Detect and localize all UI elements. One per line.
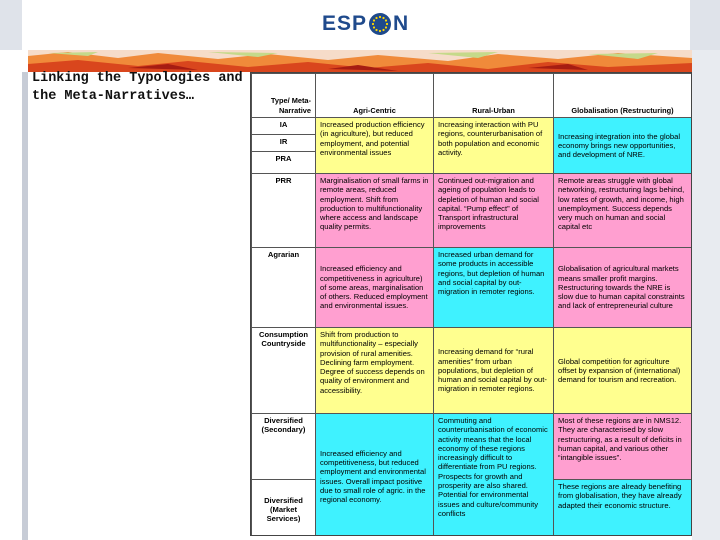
cell-agrarian-rural: Increased urban demand for some products in accessible regions, but depletion of human and social capital by out-migration in remoter regions. [434,248,554,328]
type-pra: PRA [252,152,316,174]
type-diversified-market: Diversified (Market Services) [252,480,316,537]
table-header-row [252,74,692,118]
cell-agrarian-agri: Increased efficiency and competitiveness in agriculture) of some areas, marginalisation of others. Reduced employment and environmental issues. [316,248,434,328]
header-right-edge [690,0,720,50]
type-ia: IA [252,118,316,135]
cell-prr-rural: Continued out-migration and ageing of population leads to depletion of human and social capital. “Pump effect” of Transport infrastructural improvements [434,174,554,248]
cell-prr-glob: Remote areas struggle with global networking, restructuring lags behind, low rates of growth, and income, high unemployment. Success depends very much on human and social capital etc [554,174,692,248]
eu-stars-icon [369,13,391,35]
table-row [252,248,692,328]
type-consumption: Consumption Countryside [252,328,316,414]
table-row [252,414,692,480]
typology-table [251,73,692,536]
cell-diversified-market-glob: These regions are already benefiting from globalisation, they have already adapted their economic structure. [554,480,692,537]
table-row [252,118,692,135]
europe-map-banner [28,50,692,72]
cell-ia-agri: Increased production efficiency (in agriculture), but reduced employment, and potential environmental issues [316,118,434,174]
slide-title: Linking the Typologies and the Meta-Narratives… [32,71,243,104]
cell-prr-agri: Marginalisation of small farms in remote areas, reduced employment. Shift from production to multifunctionality where access and landscape quality permits. [316,174,434,248]
logo-left-text: ESP [322,12,368,35]
cell-consumption-rural: Increasing demand for “rural amenities” from urban populations, but depletion of human and social capital by out-migration in remoter regions. [434,328,554,414]
typology-table-container [250,72,692,536]
right-margin [692,50,720,540]
header-type: Type/ Meta-Narrative [252,74,316,118]
table-row [252,174,692,248]
cell-diversified-rural: Commuting and counterurbanisation of economic activity means that the local economy of these regions increasingly difficult to differentiate from PU regions. Prospects for growth and prosperity are also shared. Potential for environmental issues and culture/community conflicts [434,414,554,537]
header-rural-urban: Rural-Urban [434,74,554,118]
type-ir: IR [252,135,316,152]
espon-logo [322,10,409,38]
cell-ia-rural: Increasing interaction with PU regions, counterurbanisation of both population and economic activity. [434,118,554,174]
header-globalisation: Globalisation (Restructuring) [554,74,692,118]
header-bar [0,0,720,50]
type-agrarian: Agrarian [252,248,316,328]
left-accent-bar [22,72,28,540]
cell-consumption-agri: Shift from production to multifunctionality – especially provision of rural amenities. Declining farm employment. Degree of success depends on quality of environment and accessibility. [316,328,434,414]
type-diversified-secondary: Diversified (Secondary) [252,414,316,480]
cell-diversified-agri: Increased efficiency and competitiveness, but reduced employment and environmental issues. Overall impact positive due to small role of agric. in the regional economy. [316,414,434,537]
header-left-edge [0,0,22,50]
cell-diversified-secondary-glob: Most of these regions are in NMS12. They are characterised by slow restructuring, as a result of deficits in human capital, and various other “intangible issues”. [554,414,692,480]
type-prr: PRR [252,174,316,248]
header-agri-centric: Agri-Centric [316,74,434,118]
cell-ia-glob: Increasing integration into the global economy brings new opportunities, and development of NRE. [554,118,692,174]
cell-agrarian-glob: Globalisation of agricultural markets means smaller profit margins. Restructuring towards the NRE is slow due to human capital constraints and lack of entrepreneurial culture [554,248,692,328]
cell-consumption-glob: Global competition for agriculture offset by expansion of (international) demand for tourism and recreation. [554,328,692,414]
logo-right-text: N [393,12,410,35]
table-row [252,328,692,414]
